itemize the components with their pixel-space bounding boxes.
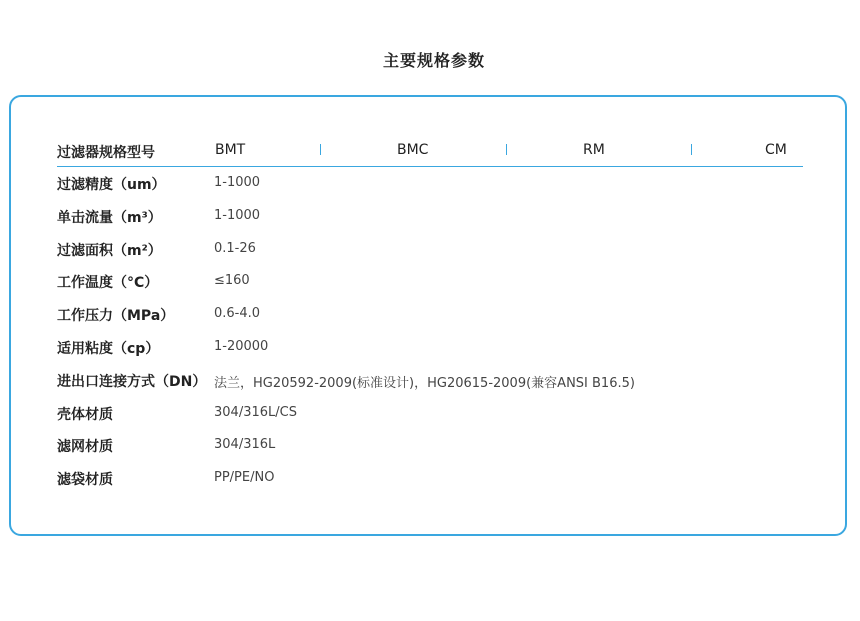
row-value: 0.1-26 [214,241,256,256]
row-value: 1-20000 [214,339,269,354]
column-divider [691,144,692,155]
row-label: 单击流量（m³） [57,210,162,226]
table-row [57,207,803,227]
table-row [57,338,803,358]
table-row [57,240,803,260]
row-label: 工作温度（°C） [57,275,159,291]
header-label: 过滤器规格型号 [57,145,155,161]
table-row [57,272,803,292]
row-label: 过滤精度（um） [57,177,166,193]
row-value: 304/316L/CS [214,405,297,420]
row-value: 1-1000 [214,175,261,190]
table-row [57,305,803,325]
table-row [57,404,803,424]
spec-table-header [57,140,803,167]
model-bmc: BMC [397,142,429,158]
table-row [57,371,803,391]
column-divider [320,144,321,155]
row-label: 滤网材质 [57,439,113,455]
table-row [57,436,803,456]
row-label: 适用粘度（cp） [57,341,160,357]
row-label: 进出口连接方式（DN） [57,374,207,390]
row-value: ≤160 [214,273,250,288]
row-label: 工作压力（MPa） [57,308,175,324]
table-row [57,469,803,489]
row-value: 1-1000 [214,208,261,223]
page-title: 主要规格参数 [382,51,485,70]
row-value: PP/PE/NO [214,470,275,485]
row-value: 304/316L [214,437,276,452]
model-bmt: BMT [215,142,246,158]
table-row [57,174,803,194]
model-cm: CM [765,142,787,158]
model-rm: RM [583,142,605,158]
row-value: 0.6-4.0 [214,306,261,321]
row-label: 滤袋材质 [57,472,113,488]
row-label: 壳体材质 [57,407,113,423]
row-label: 过滤面积（m²） [57,243,162,259]
column-divider [506,144,507,155]
row-value: 法兰，HG20592-2009(标准设计)，HG20615-2009(兼容ANSI B16.5) [214,376,635,391]
